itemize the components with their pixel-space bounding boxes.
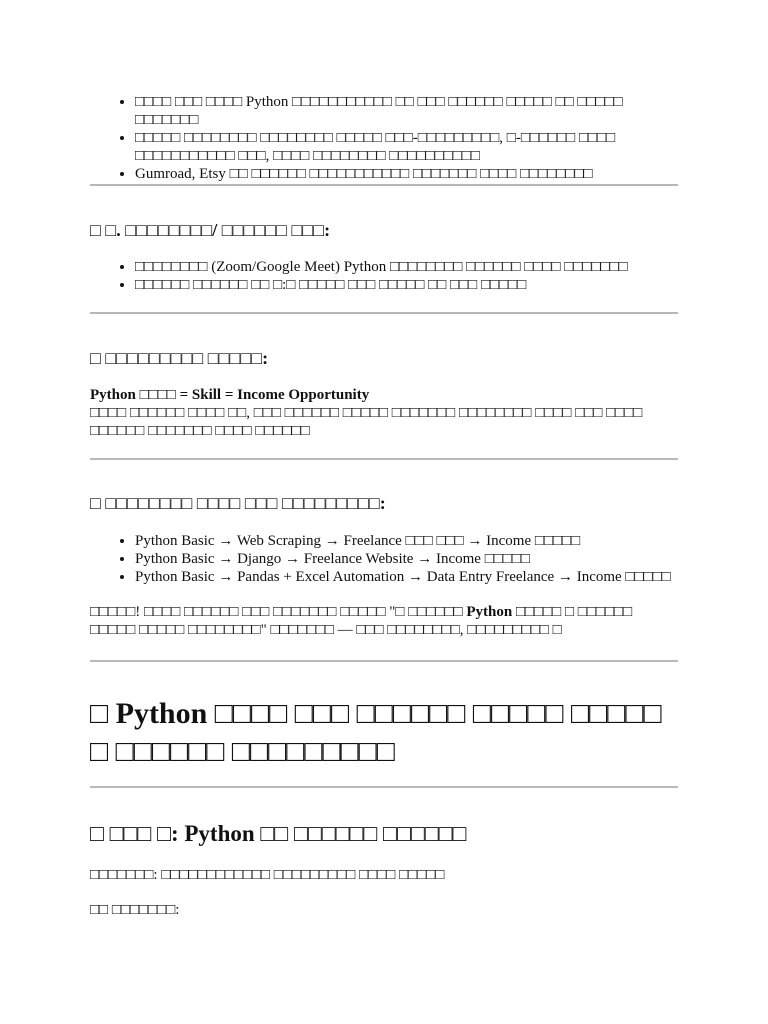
- page-title: □ Python □□□□ □□□ □□□□□□ □□□□□ □□□□□ □ □□□□□□ □□□□□□□□□: [90, 697, 662, 768]
- section-roadmap: [90, 492, 678, 639]
- section-heading: □ □□□ □: Python □□ □□□□□□ □□□□□□: [90, 821, 467, 846]
- note-text-end: □□□□□ □ □□□□□□ □□□□□ □□□□□ □□□□□□□□" □□□□□□□ — □□□ □□□□□□□□, □□□□□□□□□ □: [90, 604, 633, 638]
- divider: [90, 458, 678, 460]
- section-day-one: [90, 820, 678, 919]
- divider: [90, 312, 678, 314]
- roadmap-note: [90, 603, 678, 639]
- section-summary: [90, 347, 678, 440]
- section-heading: □ □. □□□□□□□□/ □□□□□□ □□□:: [90, 220, 331, 240]
- list-item: • □□□□□ □□□□□□□□ □□□□□□□□ □□□□□ □□□-□□□□□□□□□, □-□□□□□□ □□□□ □□□□□□□□□□□ □□□, □□□□ □□□□□□□□ □□□□□□□□□□: [135, 129, 678, 165]
- section-heading: □ □□□□□□□□□ □□□□□:: [90, 348, 269, 368]
- section-online-classes: [90, 219, 678, 294]
- list-item: • □□□□□□ □□□□□□ □□ □:□ □□□□□ □□□ □□□□□ □□ □□□ □□□□□: [135, 276, 678, 294]
- divider: [90, 184, 678, 186]
- list-item: • Python Basic → Pandas + Excel Automation → Data Entry Freelance → Income □□□□□: [135, 568, 678, 586]
- summary-paragraph: □□□□ □□□□□□ □□□□ □□, □□□ □□□□□□ □□□□□ □□□□□□□ □□□□□□□□ □□□□ □□□ □□□□ □□□□□□ □□□□□□□ □□□□ □□□□□□: [90, 405, 643, 439]
- list-item: • Gumroad, Etsy □□ □□□□□□ □□□□□□□□□□□ □□□□□□□ □□□□ □□□□□□□□: [135, 165, 678, 183]
- list-item: • □□□□ □□□ □□□□ Python □□□□□□□□□□□ □□ □□□ □□□□□□ □□□□□ □□ □□□□□ □□□□□□□: [135, 93, 678, 129]
- divider: [90, 786, 678, 788]
- note-text-bold: Python: [466, 604, 513, 620]
- day-goal: □□□□□□□: □□□□□□□□□□□□ □□□□□□□□□ □□□□ □□□□□: [90, 867, 445, 883]
- list-item: • Python Basic → Web Scraping → Freelance □□□ □□□ → Income □□□□□: [135, 532, 678, 550]
- income-ideas-list: [90, 93, 678, 183]
- summary-bold-line: Python □□□□ = Skill = Income Opportunity: [90, 387, 370, 403]
- day-todo-label: □□ □□□□□□□:: [90, 902, 180, 918]
- section-heading: □ □□□□□□□□ □□□□ □□□ □□□□□□□□□:: [90, 493, 386, 513]
- list-item: • Python Basic → Django → Freelance Website → Income □□□□□: [135, 550, 678, 568]
- divider: [90, 660, 678, 662]
- note-text-start: □□□□□! □□□□ □□□□□□ □□□ □□□□□□□ □□□□□ "□ □□□□□□: [90, 604, 467, 620]
- list-item: • □□□□□□□□ (Zoom/Google Meet) Python □□□□□□□□ □□□□□□ □□□□ □□□□□□□: [135, 258, 678, 276]
- course-title-block: [90, 695, 678, 771]
